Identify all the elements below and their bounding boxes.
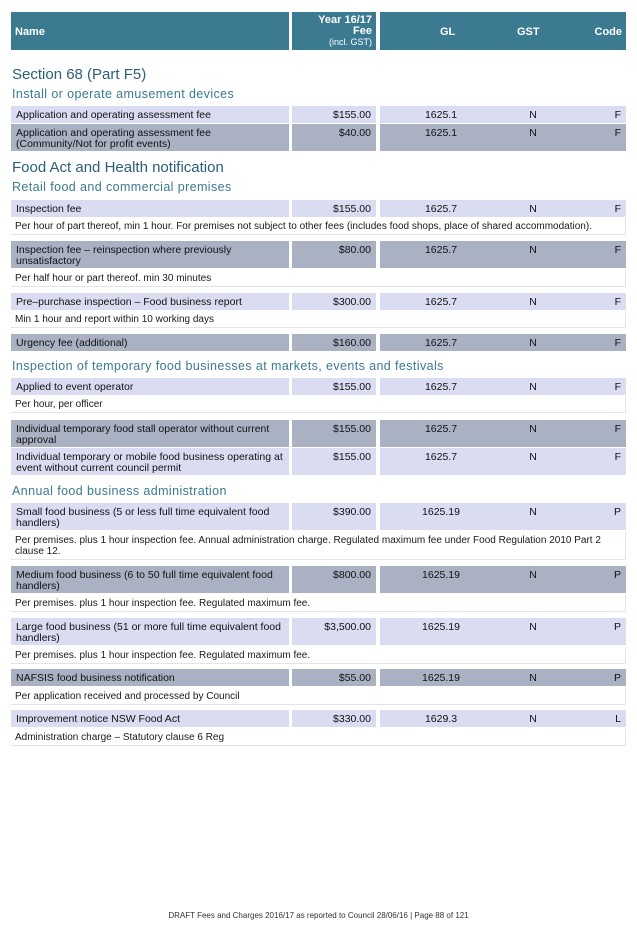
fee-note: Per premises. plus 1 hour inspection fee. Annual administration charge. Regulated maximum fee under Food Regulation 2010 Part 2 clause 12. (11, 532, 626, 560)
fee-row: Medium food business (6 to 50 full time equivalent food handlers) $800.00 1625.19 N P (11, 566, 626, 593)
header-code: Code (594, 26, 622, 38)
header-name-cell (11, 12, 289, 50)
fee-row: Urgency fee (additional) $160.00 1625.7 N F (11, 334, 626, 351)
header-gst: GST (517, 26, 540, 38)
fee-row: Application and operating assessment fee (Community/Not for profit events) $40.00 1625.1 N F (11, 124, 626, 151)
fee-row: Pre–purchase inspection – Food business report $300.00 1625.7 N F (11, 293, 626, 310)
header-fee-cell (292, 12, 376, 50)
header-gl-cell (380, 12, 626, 50)
fee-row: Inspection fee – reinspection where previously unsatisfactory $80.00 1625.7 N F (11, 241, 626, 268)
fee-note: Per premises. plus 1 hour inspection fee. Regulated maximum fee. (11, 647, 626, 664)
subsection-amusement: Install or operate amusement devices (12, 87, 235, 101)
subsection-retail: Retail food and commercial premises (12, 180, 232, 194)
header-gl: GL (440, 26, 456, 38)
fee-note: Per hour, per officer (11, 396, 626, 413)
fee-row: NAFSIS food business notification $55.00 1625.19 N P (11, 669, 626, 686)
subsection-temporary: Inspection of temporary food businesses at markets, events and festivals (12, 359, 444, 373)
fee-row: Large food business (51 or more full time equivalent food handlers) $3,500.00 1625.19 N P (11, 618, 626, 645)
fee-note: Per premises. plus 1 hour inspection fee. Regulated maximum fee. (11, 595, 626, 612)
fee-row: Small food business (5 or less full time equivalent food handlers) $390.00 1625.19 N P (11, 503, 626, 530)
header-name: Name (15, 26, 45, 38)
fee-row: Individual temporary food stall operator without current approval $155.00 1625.7 N F (11, 420, 626, 447)
subsection-annual: Annual food business administration (12, 484, 227, 498)
section-title-s68: Section 68 (Part F5) (12, 66, 147, 83)
fee-note: Per application received and processed by Council (11, 688, 626, 705)
fee-note: Administration charge – Statutory clause 6 Reg (11, 729, 626, 746)
fee-note: Min 1 hour and report within 10 working days (11, 311, 626, 328)
fee-row: Improvement notice NSW Food Act $330.00 1629.3 N L (11, 710, 626, 727)
fee-row: Individual temporary or mobile food business operating at event without current council permit $155.00 1625.7 N F (11, 448, 626, 475)
page-footer: DRAFT Fees and Charges 2016/17 as reported to Council 28/06/16 | Page 88 of 121 (168, 911, 469, 920)
header-fee: Year 16/17 Fee (incl. GST) (318, 14, 372, 47)
fee-note: Per hour of part thereof, min 1 hour. For premises not subject to other fees (includes food shops, place of shared accommodation). (11, 218, 626, 235)
fee-note: Per half hour or part thereof. min 30 minutes (11, 270, 626, 287)
section-title-food-act: Food Act and Health notification (12, 159, 224, 176)
fee-row: Applied to event operator $155.00 1625.7 N F (11, 378, 626, 395)
fee-row: Application and operating assessment fee $155.00 1625.1 N F (11, 106, 626, 123)
fee-row: Inspection fee $155.00 1625.7 N F (11, 200, 626, 217)
